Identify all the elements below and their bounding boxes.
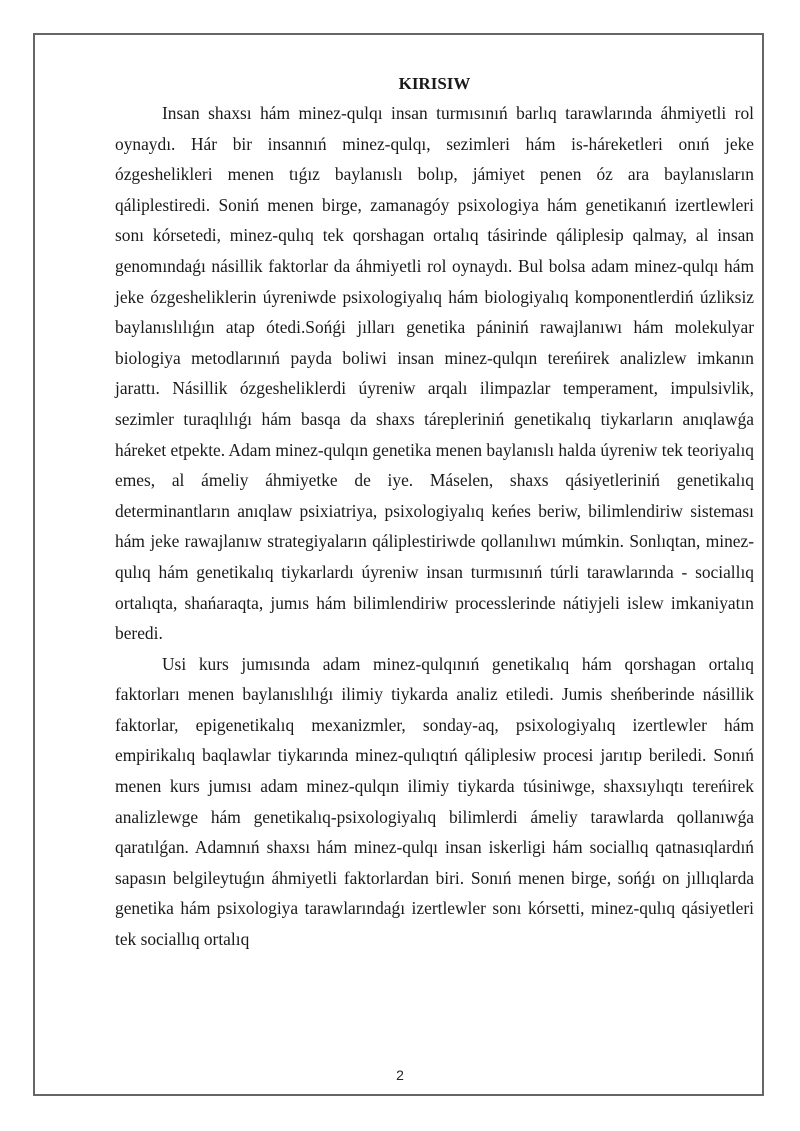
page-number: 2 [396, 1067, 404, 1083]
paragraph-2: Usi kurs jumısında adam minez-qulqınıń genetikalıq hám qorshagan ortalıq faktorları menen baylanıslılıǵı ilimiy tiykarda analiz etiledi. Jumis sheńberinde násillik faktorlar, epigenetikalıq mexanizmler, sonday-aq, psixologiyalıq izertlewler hám empirikalıq baqlawlar tiykarında minez-qulıqtıń qáliplesiw procesi jarıtıp beriledi. Sonıń menen kurs jumısı adam minez-qulqın ilimiy tiykarda túsiniwge, shaxsıylıqtı tereńirek analizlewge hám genetikalıq-psixologiyalıq bilimlerdi ámeliy tarawlarda qollanıwǵa qaratılǵan. Adamnıń shaxsı hám minez-qulqı insan iskerligi hám sociallıq qatnasıqlardıń sapasın belgileytuǵın áhmiyetli faktorlardan biri. Sonıń menen birge, sońǵı on jıllıqlarda genetika hám psixologiya tarawlarındaǵı izertlewler sonı kórsetti, minez-qulıq qásiyetleri tek sociallıq ortalıq [115, 653, 754, 950]
document-body [115, 72, 754, 955]
paragraph-1: Insan shaxsı hám minez-qulqı insan turmısınıń barlıq tarawlarında áhmiyetli rol oynaydı. Hár bir insannıń minez-qulqı, sezimleri hám is-háreketleri onıń jeke ózgeshelikleri menen tıǵız baylanıslı bolıp, jámiyet penen óz ara baylanısların qáliplestiredi. Soniń menen birge, zamanagóy psixologiya hám genetikanıń izertlewleri sonı kórsetedi, minez-qulıq tek qorshagan ortalıq tásirinde qáliplesip qalmay, al insan genomındaǵı násillik faktorlar da áhmiyetli rol oynaydı. Bul bolsa adam minez-qulqı hám jeke ózgesheliklerin úyreniwde psixologiyalıq hám biologiyalıq komponentlerdiń úzliksiz baylanıslılıǵın atap ótedi.Sońǵi jılları genetika pániniń rawajlanıwı hám molekulyar biologiya metodlarınıń payda boliwi insan minez-qulqın tereńirek analizlew imkanın jarattı. Násillik ózgesheliklerdi úyreniw arqalı ilimpazlar temperament, impulsivlik, sezimler turaqlılıǵı hám basqa da shaxs tárepleriniń genetikalıq tiykarların anıqlawǵa háreket etpekte. Adam minez-qulqın genetika menen baylanıslı halda úyreniw tek teoriyalıq emes, al ámeliy áhmiyetke de iye. Máselen, shaxs qásiyetleriniń genetikalıq determinantların anıqlaw psixiatriya, psixologiyalıq keńes beriw, bilimlendiriw sisteması hám jeke rawajlanıw strategiyaların qáliplestiriwde qollanılıwı múmkin. Sonlıqtan, minez-qulıq hám genetikalıq tiykarlardı úyreniw insan turmısınıń túrli tarawlarında - sociallıq ortalıqta, shańaraqta, jumıs hám bilimlendiriw processlerinde nátiyjeli islew imkaniyatın beredi. [115, 103, 754, 644]
page-title: KIRISIW [398, 74, 471, 93]
